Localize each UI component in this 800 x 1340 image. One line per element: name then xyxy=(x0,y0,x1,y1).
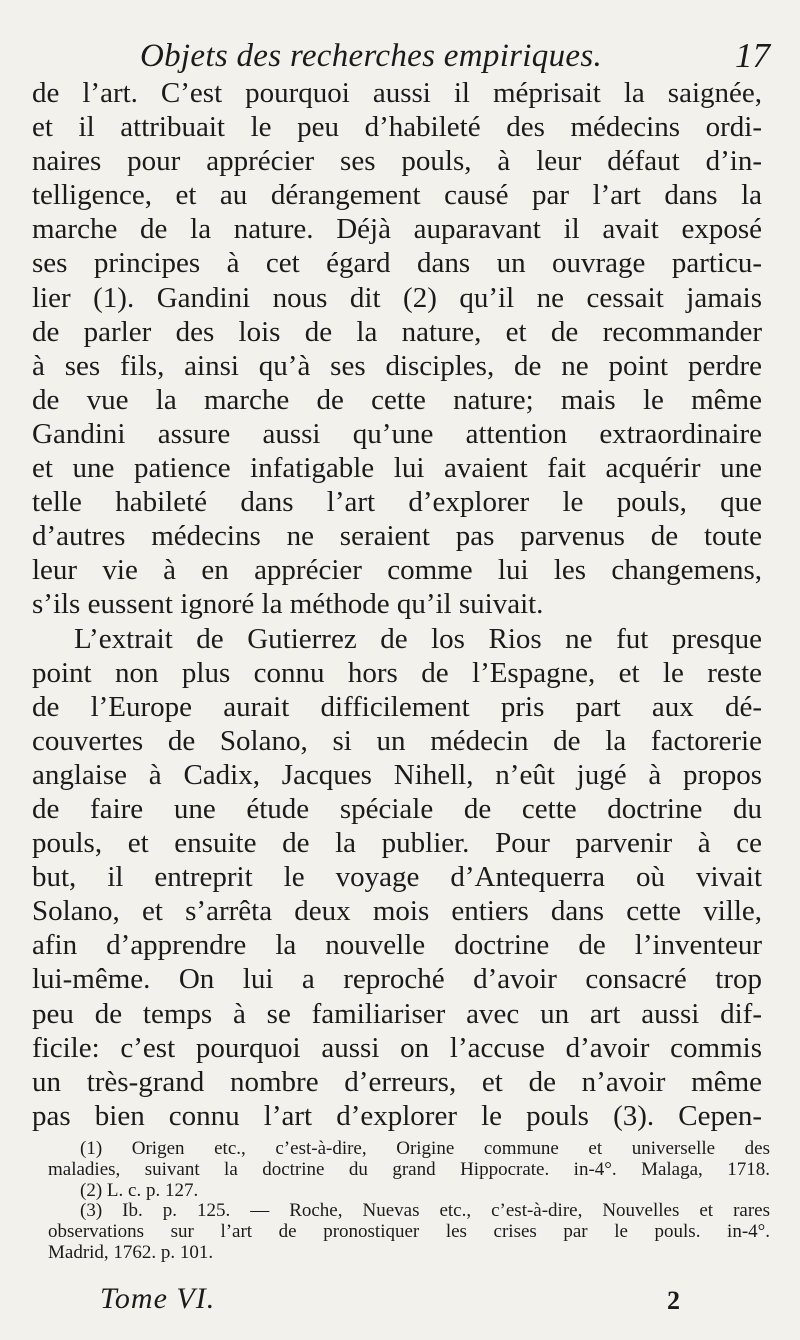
text-line: couvertes de Solano, si un médecin de la factorerie xyxy=(32,724,762,757)
text-line: Gandini assure aussi qu’une attention extraordinaire xyxy=(32,417,762,450)
text-line: marche de la nature. Déjà auparavant il avait exposé xyxy=(32,213,762,246)
text-line: ficile: c’est pourquoi aussi on l’accuse d’avoir commis xyxy=(32,1031,762,1064)
text-line: un très-grand nombre d’erreurs, et de n’avoir même xyxy=(32,1065,762,1098)
text-line: leur vie à en apprécier comme lui les changemens, xyxy=(32,554,762,587)
text-line: de faire une étude spéciale de cette doctrine du xyxy=(32,792,762,825)
text-line: à ses fils, ainsi qu’à ses disciples, de ne point perdre xyxy=(32,349,762,382)
footnote-line: maladies, suivant la doctrine du grand Hippocrate. in-4°. Malaga, 1718. xyxy=(48,1158,770,1180)
footnote-line: (3) Ib. p. 125. — Roche, Nuevas etc., c’est-à-dire, Nouvelles et rares xyxy=(80,1200,770,1222)
text-line: ses principes à cet égard dans un ouvrage particu- xyxy=(32,247,762,280)
text-line: pouls, et ensuite de la publier. Pour parvenir à ce xyxy=(32,827,762,860)
text-line: de l’Europe aurait difficilement pris part aux dé- xyxy=(32,690,762,723)
text-line: lui-même. On lui a reproché d’avoir consacré trop xyxy=(32,963,762,996)
text-line: lier (1). Gandini nous dit (2) qu’il ne cessait jamais xyxy=(32,281,762,314)
text-line: but, il entreprit le voyage d’Antequerra où vivait xyxy=(32,861,762,894)
text-line: s’ils eussent ignoré la méthode qu’il suivait. xyxy=(32,588,544,621)
footnote-line: (1) Origen etc., c’est-à-dire, Origine commune et universelle des xyxy=(80,1138,770,1159)
text-line: L’extrait de Gutierrez de los Rios ne fut presque xyxy=(74,622,762,655)
text-line: d’autres médecins ne seraient pas parvenus de toute xyxy=(32,520,762,553)
running-title: Objets des recherches empiriques. xyxy=(140,38,603,74)
text-line: anglaise à Cadix, Jacques Nihell, n’eût jugé à propos xyxy=(32,758,762,791)
text-line: de vue la marche de cette nature; mais le même xyxy=(32,383,762,416)
text-line: afin d’apprendre la nouvelle doctrine de l’inventeur xyxy=(32,929,762,962)
page-number: 17 xyxy=(735,36,770,75)
footnote-line: Madrid, 1762. p. 101. xyxy=(48,1241,214,1263)
text-line: peu de temps à se familiariser avec un art aussi dif- xyxy=(32,997,762,1030)
text-line: pas bien connu l’art d’explorer le pouls (3). Cepen- xyxy=(32,1099,762,1132)
text-line: point non plus connu hors de l’Espagne, et le reste xyxy=(32,656,762,689)
footnotes xyxy=(48,1139,770,1264)
page-footer xyxy=(100,1282,680,1322)
text-line: de l’art. C’est pourquoi aussi il méprisait la saignée, xyxy=(32,77,762,109)
text-line: naires pour apprécier ses pouls, à leur défaut d’in- xyxy=(32,145,762,178)
text-line: telligence, et au dérangement causé par l’art dans la xyxy=(32,179,762,212)
text-line: Solano, et s’arrêta deux mois entiers dans cette ville, xyxy=(32,895,762,928)
text-line: et il attribuait le peu d’habileté des médecins ordi- xyxy=(32,111,762,144)
footnote-line: observations sur l’art de pronostiquer les crises par le pouls. in-4°. xyxy=(48,1221,770,1243)
gathering-mark: 2 xyxy=(667,1286,680,1315)
text-line: et une patience infatigable lui avaient fait acquérir une xyxy=(32,452,762,485)
footnote-line: (2) L. c. p. 127. xyxy=(80,1179,199,1201)
text-line: telle habileté dans l’art d’explorer le pouls, que xyxy=(32,486,762,519)
volume-signature: Tome VI. xyxy=(100,1282,216,1315)
text-line: de parler des lois de la nature, et de recommander xyxy=(32,315,762,348)
body-text xyxy=(32,76,762,1133)
